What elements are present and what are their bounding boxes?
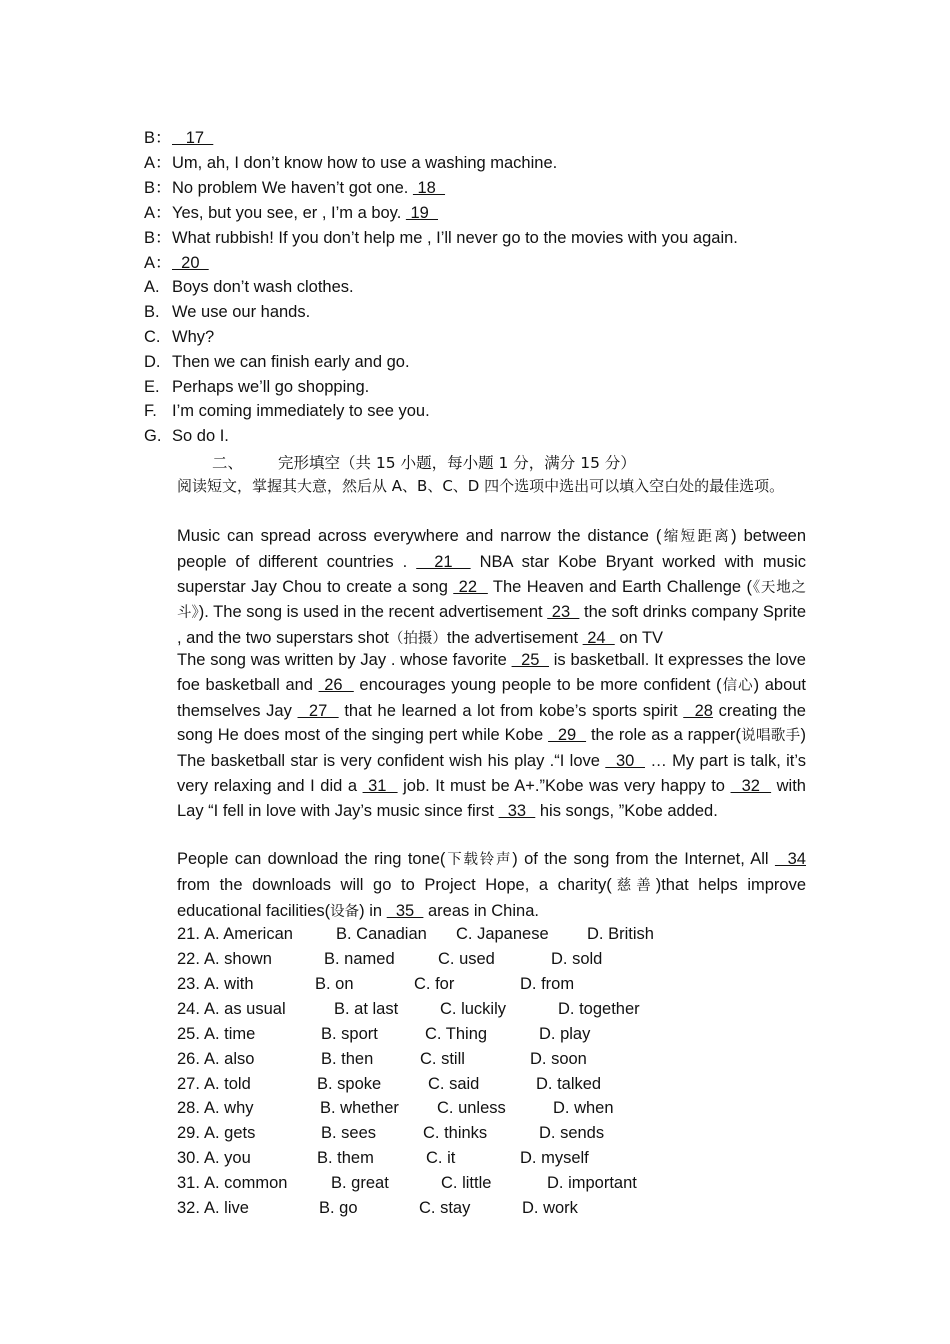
passage-text: … My part is talk, it’s very relaxing and I did a: [177, 752, 806, 795]
blank-24: 24: [582, 629, 615, 648]
dialogue-line: [144, 203, 438, 223]
choice-a: A. told: [204, 1075, 251, 1093]
choice-a: A. common: [204, 1174, 288, 1192]
blank-27: 27: [297, 701, 339, 720]
passage-text: Music can spread across everywhere and narrow the distance (: [177, 527, 662, 545]
passage-text: job. It must be A+.”Kobe was very happy to: [397, 776, 731, 795]
passage-text: with Lay “I fell in love with Jay’s music since first: [177, 776, 806, 820]
choice-b: B. on: [315, 975, 354, 993]
blank-31: 31: [362, 776, 398, 795]
option-letter: G.: [144, 427, 162, 445]
choice-d: D. play: [539, 1025, 591, 1043]
question-number: 30.: [177, 1149, 200, 1167]
choice-a: A. time: [204, 1025, 256, 1043]
option-text: I’m coming immediately to see you.: [172, 402, 430, 420]
question-number: 32.: [177, 1199, 200, 1217]
passage-text: ) between people of different countries .: [177, 527, 806, 571]
choice-b: B. spoke: [317, 1075, 382, 1093]
passage-text: his songs, ”Kobe added.: [535, 801, 718, 820]
dialogue-text: What rubbish! If you don’t help me , I’ll never go to the movies with you again.: [172, 229, 738, 247]
choice-a: A. gets: [204, 1124, 256, 1142]
option-text: We use our hands.: [172, 303, 311, 321]
choice-a: A. why: [204, 1099, 254, 1117]
choice-d: D. important: [547, 1174, 637, 1192]
choice-a: A. live: [204, 1199, 249, 1217]
option-letter: E.: [144, 378, 160, 396]
blank-33: 33: [498, 801, 536, 820]
option-text: Boys don’t wash clothes.: [172, 278, 354, 296]
blank-21: 21: [416, 552, 471, 571]
option-text: Why?: [172, 328, 215, 346]
blank-22: 22: [453, 577, 488, 596]
dialogue-text: Yes, but you see, er , I’m a boy.: [172, 204, 406, 222]
section-number: 二、: [212, 454, 244, 472]
passage-text: ) The basketball star is very confident wish his play .“I love: [177, 726, 806, 771]
blank-28: 28: [683, 701, 713, 720]
dialogue-line: [144, 178, 445, 198]
passage-text: the advertisement: [446, 629, 583, 648]
passage-text: the soft drinks company Sprite , and the two superstars shot: [177, 603, 806, 648]
choice-c: C. Thing: [425, 1025, 488, 1043]
choice-c: C. stay: [419, 1199, 471, 1217]
choice-d: D. when: [553, 1099, 614, 1117]
blank-18: 18: [412, 179, 446, 197]
choice-d: D. sends: [539, 1124, 605, 1142]
choice-d: D. talked: [536, 1075, 602, 1093]
question-number: 28.: [177, 1099, 200, 1117]
passage-text: that he learned a lot from kobe’s sports spirit: [338, 701, 684, 720]
passage-paragraph-3: [177, 847, 806, 924]
chinese-gloss: （拍摄）: [388, 631, 447, 648]
choice-d: D. together: [558, 1000, 640, 1018]
chinese-gloss: 下载铃声: [445, 852, 513, 868]
choice-a: A. as usual: [204, 1000, 286, 1018]
blank-30: 30: [605, 752, 645, 771]
blank-23: 23: [547, 603, 580, 622]
chinese-gloss: 《天地之斗》: [177, 579, 807, 622]
blank-29: 29: [548, 726, 587, 745]
choice-c: C. used: [438, 950, 495, 968]
passage-text: People can download the ring tone(: [177, 850, 446, 868]
choice-d: D. soon: [530, 1050, 587, 1068]
choice-d: D. from: [520, 975, 575, 993]
question-number: 22.: [177, 950, 200, 968]
choice-c: C. said: [428, 1075, 480, 1093]
passage-paragraph-1: [177, 524, 806, 652]
passage-paragraph-2: [177, 648, 806, 824]
choice-b: B. go: [319, 1199, 358, 1217]
choice-c: C. still: [420, 1050, 465, 1068]
speaker-label: B：: [144, 129, 172, 147]
passage-text: ) of the song from the Internet, All: [512, 850, 775, 868]
speaker-label: B：: [144, 229, 172, 247]
choice-c: C. it: [426, 1149, 456, 1167]
choice-a: A. also: [204, 1050, 255, 1068]
passage-text: )that helps improve educational facilities(: [177, 875, 807, 920]
choice-b: B. Canadian: [336, 925, 427, 943]
chinese-gloss: 说唱歌手: [740, 728, 801, 745]
option-item: [144, 302, 310, 322]
dialogue-text: No problem We haven’t got one.: [172, 179, 413, 197]
blank-26: 26: [318, 675, 354, 694]
question-number: 27.: [177, 1075, 200, 1093]
blank-25: 25: [511, 651, 549, 669]
option-text: Then we can finish early and go.: [172, 353, 410, 371]
choice-d: D. sold: [551, 950, 603, 968]
blank-35: 35: [386, 901, 424, 920]
dialogue-line: [144, 253, 209, 273]
choice-c: C. Japanese: [456, 925, 549, 943]
option-item: [144, 352, 410, 372]
chinese-gloss: 慈善: [611, 877, 656, 894]
choice-b: B. whether: [320, 1099, 399, 1117]
choice-b: B. then: [321, 1050, 374, 1068]
choice-b: B. at last: [334, 1000, 399, 1018]
option-text: So do I.: [172, 427, 229, 445]
passage-text: the role as a rapper(: [586, 726, 741, 745]
passage-text: areas in China.: [423, 901, 539, 920]
option-item: [144, 426, 229, 446]
speaker-label: A：: [144, 154, 172, 172]
option-letter: C.: [144, 328, 161, 346]
blank-17: 17: [172, 129, 214, 147]
dialogue-line: [144, 228, 738, 248]
passage-text: creating the song He does most of the singing pert while Kobe: [177, 701, 806, 745]
choice-d: D. myself: [520, 1149, 589, 1167]
option-letter: D.: [144, 353, 161, 371]
question-number: 31.: [177, 1174, 200, 1192]
dialogue-text: Um, ah, I don’t know how to use a washing machine.: [172, 154, 558, 172]
passage-text: ) about themselves Jay: [177, 675, 807, 720]
blank-34: 34: [774, 850, 806, 868]
dialogue-line: [144, 153, 557, 173]
question-number: 24.: [177, 1000, 200, 1018]
choice-b: B. them: [317, 1149, 374, 1167]
passage-text: NBA star Kobe Bryant worked with music superstar Jay Chou to create a song: [177, 552, 806, 596]
option-item: [144, 401, 430, 421]
choice-b: B. great: [331, 1174, 389, 1192]
option-letter: B.: [144, 303, 160, 321]
option-item: [144, 377, 369, 397]
passage-text: ). The song is used in the recent advertisement: [198, 603, 548, 622]
instruction-text: 阅读短文，掌握其大意，然后从 A、B、C、D 四个选项中选出可以填入空白处的最佳选项。: [177, 477, 785, 495]
speaker-label: B：: [144, 179, 172, 197]
choice-a: A. with: [204, 975, 254, 993]
option-item: [144, 327, 214, 347]
option-letter: A.: [144, 278, 160, 296]
passage-text: on TV: [614, 629, 664, 648]
choice-d: D. British: [587, 925, 654, 943]
speaker-label: A：: [144, 204, 172, 222]
chinese-gloss: 信心: [721, 677, 754, 694]
blank-19: 19: [405, 204, 438, 222]
choice-d: D. work: [522, 1199, 578, 1217]
choice-c: C. thinks: [423, 1124, 488, 1142]
chinese-gloss: 缩短距离: [661, 529, 732, 545]
choice-c: C. little: [441, 1174, 492, 1192]
passage-text: is basketball. It expresses the love foe basketball and: [177, 651, 806, 694]
question-number: 25.: [177, 1025, 200, 1043]
option-letter: F.: [144, 402, 157, 420]
passage-text: encourages young people to be more confident (: [353, 675, 722, 694]
choice-b: B. sees: [321, 1124, 377, 1142]
question-number: 26.: [177, 1050, 200, 1068]
question-number: 29.: [177, 1124, 200, 1142]
option-item: [144, 277, 354, 297]
choice-b: B. named: [324, 950, 395, 968]
passage-text: The Heaven and Earth Challenge (: [487, 577, 752, 596]
passage-text: from the downloads will go to Project Hope, a charity(: [177, 875, 612, 894]
speaker-label: A：: [144, 254, 172, 272]
blank-32: 32: [730, 776, 772, 795]
section-heading: [212, 451, 636, 473]
option-text: Perhaps we’ll go shopping.: [172, 378, 370, 396]
section-title: 完形填空（共 15 小题，每小题 1 分，满分 15 分）: [278, 454, 636, 472]
choice-c: C. for: [414, 975, 455, 993]
choice-b: B. sport: [321, 1025, 378, 1043]
dialogue-line: [144, 128, 213, 148]
passage-text: The song was written by Jay . whose favorite: [177, 651, 512, 669]
choice-a: A. American: [204, 925, 293, 943]
choice-c: C. unless: [437, 1099, 506, 1117]
passage-text: ) in: [359, 901, 387, 920]
question-number: 21.: [177, 925, 200, 943]
choice-a: A. you: [204, 1149, 251, 1167]
question-number: 23.: [177, 975, 200, 993]
chinese-gloss: 设备: [330, 903, 360, 920]
blank-20: 20: [172, 254, 209, 272]
choice-c: C. luckily: [440, 1000, 507, 1018]
choice-a: A. shown: [204, 950, 272, 968]
